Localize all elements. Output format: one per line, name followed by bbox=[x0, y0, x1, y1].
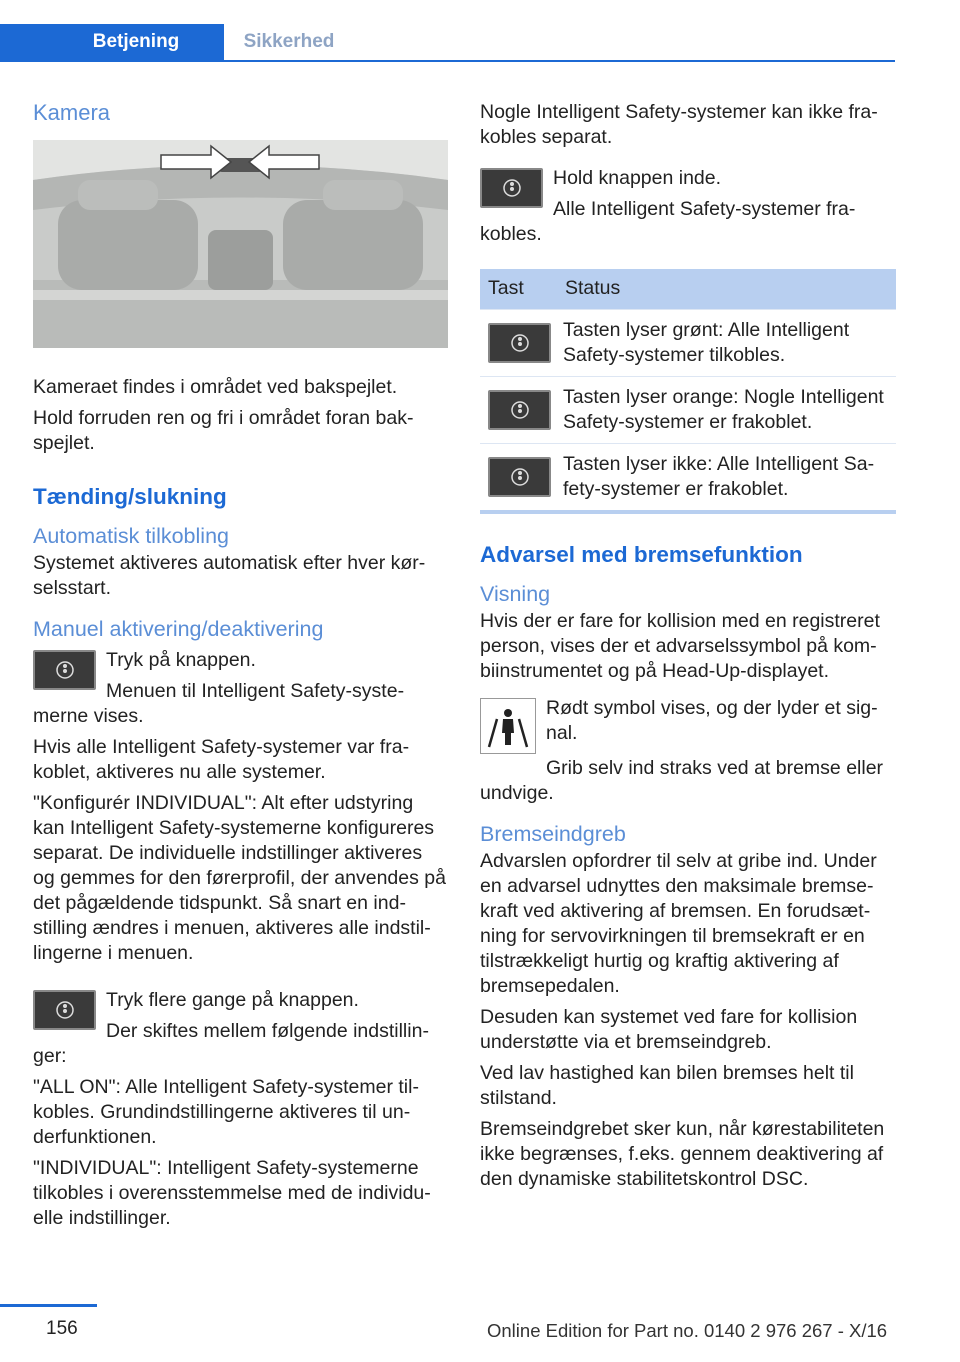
manuel-text-1: Hvis alle Intelligent Safety-systemer var frakoblet, aktiveres nu alle systemer. bbox=[33, 736, 410, 783]
table-cell-status: Tasten lyser ikke: Alle Intelligent Safety-systemer er frakoblet. bbox=[557, 443, 896, 512]
manuel-press-row bbox=[33, 648, 449, 729]
intelligent-safety-button-icon bbox=[488, 323, 551, 363]
intelligent-safety-button-icon bbox=[488, 457, 551, 497]
auto-text: Systemet aktiveres automatisk efter hver kørselsstart. bbox=[33, 552, 426, 599]
section-tabbar bbox=[0, 24, 895, 62]
left-column bbox=[33, 100, 449, 1237]
table-header-status: Status bbox=[557, 269, 896, 309]
individual-text: "INDIVIDUAL": Intelligent Safety-systemerne tilkobles i overensstemmelse med de individuelle indstillinger. bbox=[33, 1157, 431, 1229]
table-row bbox=[480, 443, 896, 512]
intro-text: Nogle Intelligent Safety-systemer kan ikke frakobles separat. bbox=[480, 101, 878, 148]
hold-result-text: Alle Intelligent Safety-systemer frakobles. bbox=[480, 198, 856, 245]
footer-edition: Online Edition for Part no. 0140 2 976 267 - X/16 bbox=[487, 1320, 888, 1341]
pedestrian-warning-icon bbox=[480, 698, 536, 754]
intelligent-safety-button-icon bbox=[480, 168, 543, 208]
allon-text: "ALL ON": Alle Intelligent Safety-systemer tilkobles. Grundindstillingerne aktiveres til underfunktionen. bbox=[33, 1076, 419, 1148]
tending-heading: Tænding/slukning bbox=[33, 484, 227, 509]
kamera-heading: Kamera bbox=[33, 100, 111, 125]
footer-accent-line bbox=[0, 1304, 97, 1307]
manuel-heading: Manuel aktivering/deaktivering bbox=[33, 617, 324, 641]
visning-symbol-row bbox=[480, 696, 896, 752]
right-column bbox=[480, 100, 896, 1198]
status-table bbox=[480, 269, 896, 514]
page-number: 156 bbox=[46, 1318, 78, 1339]
visning-text-2: Grib selv ind straks ved at bremse eller undvige. bbox=[480, 756, 884, 804]
multi-press-text: Tryk flere gange på knappen. bbox=[106, 989, 359, 1011]
multi-press-row bbox=[33, 988, 449, 1069]
advarsel-heading: Advarsel med bremsefunktion bbox=[480, 541, 803, 567]
bremse-text-3: Ved lav hastighed kan bilen bremses helt til stilstand. bbox=[480, 1061, 854, 1109]
table-header-key: Tast bbox=[480, 269, 557, 309]
hold-press-text: Hold knappen inde. bbox=[553, 167, 722, 189]
table-cell-status: Tasten lyser grønt: Alle Intelligent Safety-systemer tilkobles. bbox=[557, 309, 896, 376]
visning-symbol-text: Rødt symbol vises, og der lyder et signal. bbox=[546, 696, 878, 744]
intelligent-safety-button-icon bbox=[33, 990, 96, 1030]
visning-text-1: Hvis der er fare for kollision med en registreret person, vises der et advarselssymbol på kombiinstrumentet og på Head-Up-displayet. bbox=[480, 609, 880, 682]
bremse-text-2: Desuden kan systemet ved fare for kollision understøtte via et bremseindgreb. bbox=[480, 1005, 858, 1053]
bremse-heading: Bremseindgreb bbox=[480, 821, 626, 846]
intelligent-safety-button-icon bbox=[33, 650, 96, 690]
camera-interior-photo bbox=[33, 140, 448, 348]
kamera-text-2: Hold forruden ren og fri i området foran bakspejlet. bbox=[33, 407, 414, 454]
bremse-text-1: Advarslen opfordrer til selv at gribe ind. Under en advarsel udnyttes den maksimale bremsekraft ved aktivering af bremsen. En forudsætning for servovirkningen til bremsekraft er en tilstrækkeligt hurtig og kraftig aktivering af bremsepedalen. bbox=[480, 849, 877, 997]
hold-press-row bbox=[480, 166, 896, 247]
tab-sikkerhed[interactable]: Sikkerhed bbox=[243, 31, 335, 52]
manuel-text-2: "Konfigurér INDIVIDUAL": Alt efter udstyring kan Intelligent Safety-systemerne konfigureres separat. De individuelle indstillinger aktiveres og gemmes for den førerprofil, der anvendes på det pågældende tidspunkt. Så snart en indstilling ændres i menuen, aktiveres alle indstillingerne i menuen. bbox=[33, 792, 446, 964]
table-row bbox=[480, 376, 896, 443]
multi-switch-text: Der skiftes mellem følgende indstillinger: bbox=[33, 1020, 429, 1067]
manuel-press-text: Tryk på knappen. bbox=[106, 649, 256, 671]
tab-betjening[interactable]: Betjening bbox=[0, 24, 224, 60]
bremse-text-4: Bremseindgrebet sker kun, når kørestabiliteten ikke begrænses, f.eks. gennem deaktivering af den dynamiske stabilitetskontrol DSC. bbox=[480, 1117, 885, 1190]
table-row bbox=[480, 309, 896, 376]
table-header-row bbox=[480, 269, 896, 309]
table-cell-status: Tasten lyser orange: Nogle Intelligent Safety-systemer er frakoblet. bbox=[557, 376, 896, 443]
intelligent-safety-button-icon bbox=[488, 390, 551, 430]
manuel-menu-text: Menuen til Intelligent Safety-systemerne vises. bbox=[33, 680, 405, 727]
kamera-text-1: Kameraet findes i området ved bakspejlet. bbox=[33, 376, 398, 398]
auto-heading: Automatisk tilkobling bbox=[33, 524, 229, 548]
visning-heading: Visning bbox=[480, 581, 551, 606]
